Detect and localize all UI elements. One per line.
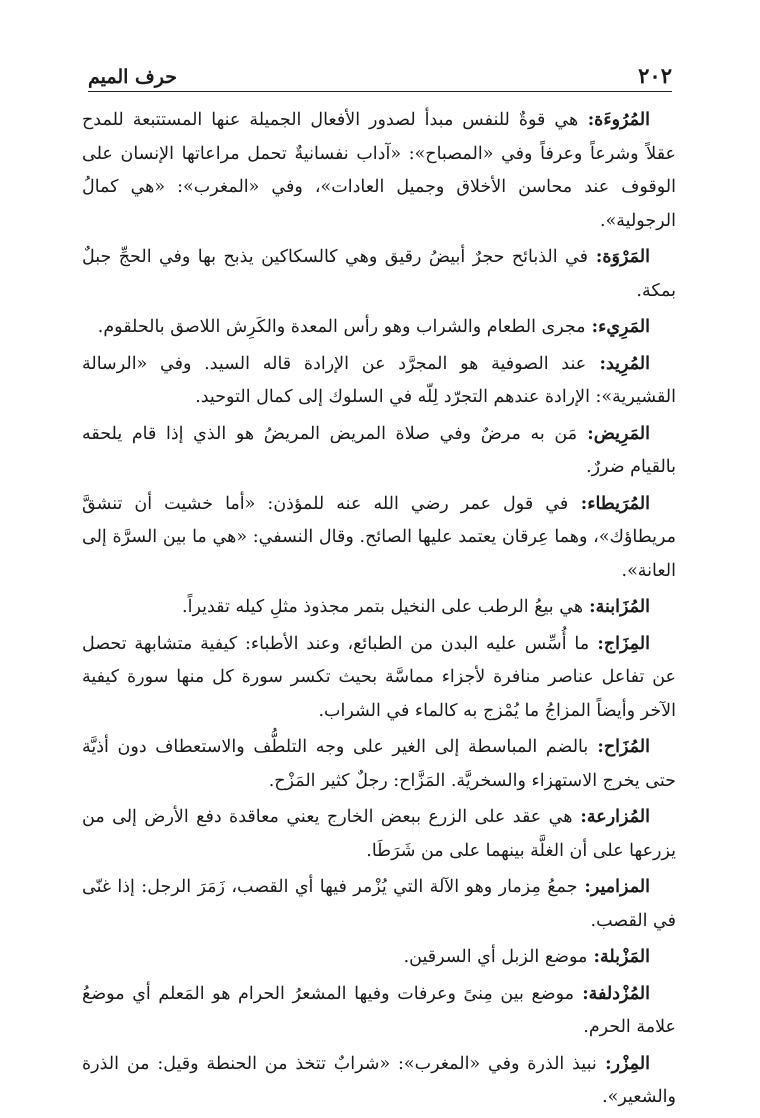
entry-term: المِزْر [611,1053,650,1074]
dictionary-entries [82,104,676,1118]
entry-murid: المُرِيد: عند الصوفية هو المجرَّد عن الإرادة قاله السيد. وفي «الرسالة القشيرية»: الإرادة عندهم التجرّد لِلّه في السلوك إلى كمال التوحيد. [82,353,676,407]
entry-term: المَرِيء [598,317,650,337]
entry-marid: المَرِيض: مَن به مرضٌ وفي صلاة المريض المريضُ هو الذي إذا قام يلحقه بالقيام ضررٌ. [82,423,676,477]
entry-definition: نبيذ الذرة وفي «المغرب»: «شرابٌ تتخذ من الحنطة وقيل: من الذرة والشعير». [82,1053,676,1107]
entry-term: المُزَاح [603,737,650,757]
entry-muzabana: المُزَابنة: هي بيعُ الرطب على النخيل بتمر مجذوذ مثلِ كيله تقديراً. [182,597,650,617]
entry-term: المُزَابنة [595,597,650,617]
entry-muruwwa: المُرُوءَة: هي قوةٌ للنفس مبدأ لصدور الأفعال الجميلة عنها المستتبعة للمدح عقلاً وشرعاً وعرفاً وفي «المصباح»: «آداب نفسانيةٌ تحمل مراعاتها الإنسان على الوقوف عند محاسن الأخلاق وجميل العادات»، وفي «المغرب»: «هي كمالُ الرجولية». [82,110,676,231]
entry-definition: جمعُ مِزمار وهو الآلة التي يُزْمر فيها أي القصب، زَمَرَ الرجل: إذا غنّى في القصب. [82,877,676,931]
entry-mazbala: المَزْبلة: موضع الزبل أي السرقين. [403,947,650,967]
entry-term: المَرْوَة [602,247,650,267]
page-number: ٢٠٢ [638,63,672,88]
page-header [88,58,672,88]
entry-definition: في قول عمر رضي الله عنه للمؤذن: «أما خشيت أن تنشقَّ مريطاؤك»، وهما عِرقان يعتمد عليها الصائح. وقال النسفي: «هي ما بين السرَّة إلى العانة». [82,493,676,581]
entry-definition: مَن به مرضٌ وفي صلاة المريض المريضُ هو الذي إذا قام يلحقه بالقيام ضررٌ. [82,423,676,477]
entry-murayta: المُرَيطاء: في قول عمر رضي الله عنه للمؤذن: «أما خشيت أن تنشقَّ مريطاؤك»، وهما عِرقان يعتمد عليها الصائح. وقال النسفي: «هي ما بين السرَّة إلى العانة». [82,493,676,581]
entry-term: المُرِيد [605,353,650,374]
entry-term: المَرِيض [593,423,650,444]
entry-mizaj: المِزَاج: ما أُسِّس عليه البدن من الطبائع، وعند الأطباء: كيفية متشابهة تحصل عن تفاعل عناصر منافرة لأجزاء مماسَّة بحيث تكسر سورة كل منها سورة كيفية الآخر وأيضاً المزاجُ ما يُمْزج به كالماء في الشراب. [82,633,676,721]
entry-muzdalifa: المُزْدلفة: موضع بين مِنىً وعرفات وفيها المشعرُ الحرام هو المَعلم أي موضعُ علامة الحرم. [82,983,676,1037]
entry-muzah: المُزَاح: بالضم المباسطة إلى الغير على وجه التلطُّف والاستعطاف دون أذيَّة حتى يخرج الاستهزاء والسخريَّة. المَزَّاح: رجلٌ كثير المَزْح. [82,737,676,791]
entry-definition: عند الصوفية هو المجرَّد عن الإرادة قاله السيد. وفي «الرسالة القشيرية»: الإرادة عندهم التجرّد لِلّه في السلوك إلى كمال التوحيد. [82,353,676,407]
entry-muzaraa: المُزارعة: هي عقد على الزرع ببعض الخارج يعني معاقدة دفع الأرض إلى من يزرعها على أن الغلَّة بينهما على من شَرَطَا. [82,807,676,861]
entry-definition: بالضم المباسطة إلى الغير على وجه التلطُّف والاستعطاف دون أذيَّة حتى يخرج الاستهزاء والسخريَّة. المَزَّاح: رجلٌ كثير المَزْح. [82,737,676,791]
entry-mizr: المِزْر: نبيذ الذرة وفي «المغرب»: «شرابٌ تتخذ من الحنطة وقيل: من الذرة والشعير». [82,1053,676,1107]
entry-term: المُرُوءَة [594,110,650,130]
entry-mazamir: المزامير: جمعُ مِزمار وهو الآلة التي يُزْمر فيها أي القصب، زَمَرَ الرجل: إذا غنّى في القصب. [82,877,676,931]
running-title: حرف الميم [88,66,177,88]
header-rule [88,91,672,92]
entry-term: المُزارعة [586,807,650,827]
entry-definition: مجرى الطعام والشراب وهو رأس المعدة والكَرِش اللاصق بالحلقوم. [97,317,586,337]
entry-definition: ما أُسِّس عليه البدن من الطبائع، وعند الأطباء: كيفية متشابهة تحصل عن تفاعل عناصر منافرة لأجزاء مماسَّة بحيث تكسر سورة كل منها سورة كيفية الآخر وأيضاً المزاجُ ما يُمْزج به كالماء في الشراب. [82,633,676,721]
entry-term: المِزَاج [603,633,650,654]
entry-definition: هي قوةٌ للنفس مبدأ لصدور الأفعال الجميلة عنها المستتبعة للمدح عقلاً وشرعاً وعرفاً وفي «المصباح»: «آداب نفسانيةٌ تحمل مراعاتها الإنسان على الوقوف عند محاسن الأخلاق وجميل العادات»، وفي «المغرب»: «هي كمالُ الرجولية». [82,110,676,231]
entry-marwa: المَرْوَة: في الذبائح حجرٌ أبيضُ رقيق وهي كالسكاكين يذبح بها وفي الحجِّ جبلٌ بمكة. [82,247,676,301]
entry-definition: في الذبائح حجرٌ أبيضُ رقيق وهي كالسكاكين يذبح بها وفي الحجِّ جبلٌ بمكة. [82,247,676,301]
entry-term: المَزْبلة [599,947,650,967]
entry-term: المُرَيطاء [587,493,650,514]
entry-definition: هي بيعُ الرطب على النخيل بتمر مجذوذ مثلِ كيله تقديراً. [182,597,584,617]
entry-definition: هي عقد على الزرع ببعض الخارج يعني معاقدة دفع الأرض إلى من يزرعها على أن الغلَّة بينهما على من شَرَطَا. [82,807,676,861]
entry-definition: موضع الزبل أي السرقين. [403,947,588,967]
entry-term: المُزْدلفة [588,983,650,1004]
entry-term: المزامير [590,877,650,897]
entry-definition: موضع بين مِنىً وعرفات وفيها المشعرُ الحرام هو المَعلم أي موضعُ علامة الحرم. [82,983,676,1037]
entry-mari: المَرِيء: مجرى الطعام والشراب وهو رأس المعدة والكَرِش اللاصق بالحلقوم. [97,317,650,337]
